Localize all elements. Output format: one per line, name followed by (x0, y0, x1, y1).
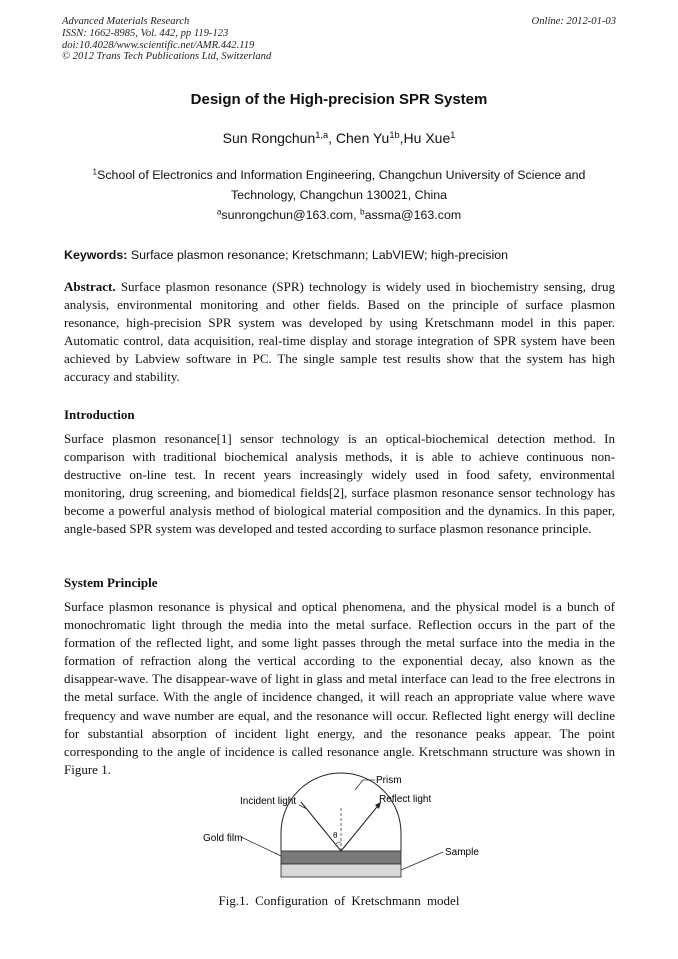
journal-name: Advanced Materials Research (62, 16, 190, 27)
reflected-ray (341, 802, 381, 851)
incident-ray (301, 802, 341, 851)
affiliation-text: School of Electronics and Information Engineering, Changchun University of Science and Technology, Changchun 130021, China (97, 168, 586, 202)
keywords-text: Surface plasmon resonance; Kretschmann; LabVIEW; high-precision (130, 248, 509, 262)
abstract (64, 278, 615, 387)
abstract-text: Surface plasmon resonance (SPR) technology is widely used in biochemistry sensing, drug analysis, environmental monitoring and other fields. Based on the principle of surface plasmon resonance, high-precision SPR system was developed by using Kretschmann model in this paper. Automatic control, data acquisition, real-time display and storage integration of SPR system have been achieved by Labview software in PC. The single sample test results show that the system has high accuracy and stability. (64, 279, 615, 385)
prism-label: Prism (376, 775, 402, 786)
author-name: Sun Rongchun (222, 130, 316, 146)
introduction-text: Surface plasmon resonance[1] sensor technology is an optical-biochemical detection method. In comparison with traditional biochemical analysis methods, it is able to achieve continuous non-destructive on-line test. In recent years increasingly widely used in food safety, environmental monitoring, drug screening, and biomedical fields[2], surface plasmon resonance sensor technology has become a powerful analysis method of biological material composition and the dynamics. In this paper, angle-based SPR system was developed and tested according to surface plasmon resonance principle. (64, 431, 615, 537)
affiliation (80, 165, 598, 205)
issn-line: ISSN: 1662-8985, Vol. 442, pp 119-123 (62, 27, 229, 39)
doi-line: doi:10.4028/www.scientific.net/AMR.442.119 (62, 39, 255, 51)
email-sup: a (216, 207, 222, 217)
affiliation-sup: 1 (92, 167, 98, 177)
system-principle-text: Surface plasmon resonance is physical and optical phenomena, and the physical model is a bunch of monochromatic light through the media into the metal surface. Reflection occurs in the part of the formation of the reflected light, and some light passes through the metal surface into the media in the formation of refraction along the vertical according to the exponential decay, also known as the disappear-wave. The disappear-wave of light in glass and metal interface can lead to the free electrons in the metal surface. With the angle of incidence changed, it will reach an appropriate value where wave frequency and wave number are equal, and the resonance will occur. Reflected light energy will decline for substantial absorption of incident light energy, and the resonance peaks appear. The point corresponding to the angle of incidence is called resonance angle. Kretschmann structure was shown in Figure 1. (64, 599, 615, 777)
author-list: Sun Rongchun$^{1,a}$, Chen $Yu^{1b},Hu$ Xue$^1$ (222, 129, 456, 146)
paper-title: Design of the High-precision SPR System (190, 91, 488, 108)
author-sup: 1b (389, 129, 400, 140)
theta-label: θ (333, 831, 338, 840)
keywords (64, 248, 616, 262)
author-sup: 1,a (315, 129, 329, 140)
system-principle-heading: System Principle (64, 575, 158, 590)
kretschmann-diagram (195, 768, 485, 883)
sample-label: Sample (445, 847, 479, 858)
journal-header (62, 16, 616, 63)
angle-arc (336, 842, 341, 844)
author-name: Hu Xue (403, 130, 451, 146)
gold-label: Gold film (203, 833, 243, 844)
incident-label: Incident light (240, 796, 297, 807)
author-name: Chen Yu (335, 130, 390, 146)
sample-layer (281, 864, 401, 877)
abstract-label: Abstract. (64, 279, 116, 294)
gold-film-layer (281, 851, 401, 864)
email-address[interactable]: sunrongchun@163.com (221, 208, 354, 222)
sample-leader (401, 852, 443, 870)
figure-caption: Fig.1. Configuration of Kretschmann model (218, 893, 460, 908)
email-address[interactable]: assma@163.com (364, 208, 462, 222)
keywords-label: Keywords: (64, 248, 128, 262)
gold-leader (241, 837, 281, 856)
reflect-label: Reflect light (379, 794, 432, 805)
email-sup: b (360, 207, 365, 217)
prism-leader-diag (355, 780, 363, 790)
incident-leader (299, 805, 307, 809)
copyright-line: © 2012 Trans Tech Publications Ltd, Switzerland (62, 51, 272, 63)
author-emails: $^a$sunrongchun@163.com, $^b$assma@163.com (216, 207, 462, 222)
introduction-heading: Introduction (64, 407, 135, 422)
online-date: Online: 2012-01-03 (531, 16, 616, 27)
author-sup: 1 (450, 129, 456, 140)
